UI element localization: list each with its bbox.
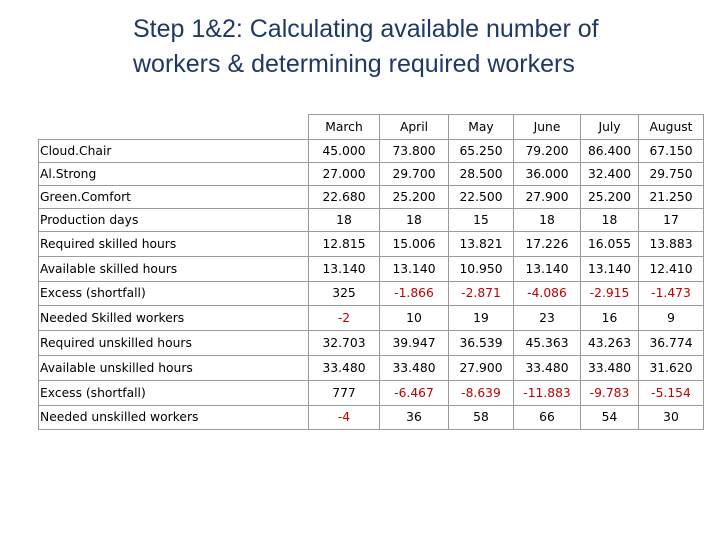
table-row xyxy=(39,331,704,356)
table-cell: 45.363 xyxy=(514,331,581,356)
workers-table xyxy=(38,114,704,430)
row-label: Excess (shortfall) xyxy=(39,281,309,306)
page-title xyxy=(133,12,599,82)
table-cell: 16.055 xyxy=(581,232,639,257)
row-label: Green.Comfort xyxy=(39,186,309,209)
table-cell: 33.480 xyxy=(309,355,380,380)
row-label: Available unskilled hours xyxy=(39,355,309,380)
table-cell-negative: -1.866 xyxy=(380,281,449,306)
table-cell: 12.410 xyxy=(639,256,704,281)
table-cell: 32.703 xyxy=(309,331,380,356)
table-cell: 67.150 xyxy=(639,140,704,163)
table-cell-negative: -6.467 xyxy=(380,380,449,405)
table-cell: 28.500 xyxy=(449,163,514,186)
table-cell: 22.680 xyxy=(309,186,380,209)
table-cell: 58 xyxy=(449,405,514,430)
table-cell: 86.400 xyxy=(581,140,639,163)
table-cell: 30 xyxy=(639,405,704,430)
row-label: Excess (shortfall) xyxy=(39,380,309,405)
row-label: Al.Strong xyxy=(39,163,309,186)
table-cell: 17 xyxy=(639,209,704,232)
table-cell: 10 xyxy=(380,306,449,331)
table-cell-negative: -2 xyxy=(309,306,380,331)
table-cell: 16 xyxy=(581,306,639,331)
title-line-2: workers & determining required workers xyxy=(133,50,575,78)
table-row xyxy=(39,163,704,186)
table-cell: 33.480 xyxy=(581,355,639,380)
table-cell: 25.200 xyxy=(380,186,449,209)
table-cell: 18 xyxy=(380,209,449,232)
table-cell: 45.000 xyxy=(309,140,380,163)
table-cell: 22.500 xyxy=(449,186,514,209)
table-cell-negative: -8.639 xyxy=(449,380,514,405)
table-cell: 25.200 xyxy=(581,186,639,209)
table-cell: 10.950 xyxy=(449,256,514,281)
table-cell-negative: -2.871 xyxy=(449,281,514,306)
table-cell: 15 xyxy=(449,209,514,232)
table-cell: 66 xyxy=(514,405,581,430)
table-cell: 54 xyxy=(581,405,639,430)
table-cell-negative: -9.783 xyxy=(581,380,639,405)
table-cell: 18 xyxy=(514,209,581,232)
table-row xyxy=(39,306,704,331)
table-cell: 12.815 xyxy=(309,232,380,257)
table-cell-negative: -4 xyxy=(309,405,380,430)
table-cell: 19 xyxy=(449,306,514,331)
table-cell: 13.140 xyxy=(309,256,380,281)
table-row xyxy=(39,186,704,209)
table-cell: 36 xyxy=(380,405,449,430)
table-row xyxy=(39,281,704,306)
column-header: March xyxy=(309,115,380,140)
table-cell: 13.821 xyxy=(449,232,514,257)
table-cell: 9 xyxy=(639,306,704,331)
table-row xyxy=(39,209,704,232)
corner-cell xyxy=(39,115,309,140)
table-cell: 32.400 xyxy=(581,163,639,186)
row-label: Required skilled hours xyxy=(39,232,309,257)
table-cell: 27.900 xyxy=(514,186,581,209)
table-row xyxy=(39,232,704,257)
table-cell-negative: -2.915 xyxy=(581,281,639,306)
row-label: Required unskilled hours xyxy=(39,331,309,356)
table-cell: 65.250 xyxy=(449,140,514,163)
table-cell: 21.250 xyxy=(639,186,704,209)
table-cell: 27.900 xyxy=(449,355,514,380)
table-row xyxy=(39,405,704,430)
table-cell: 36.000 xyxy=(514,163,581,186)
table-row xyxy=(39,140,704,163)
table-cell: 31.620 xyxy=(639,355,704,380)
table-cell-negative: -11.883 xyxy=(514,380,581,405)
row-label: Production days xyxy=(39,209,309,232)
column-header: August xyxy=(639,115,704,140)
table-cell: 39.947 xyxy=(380,331,449,356)
table-cell-negative: -4.086 xyxy=(514,281,581,306)
title-line-1: Step 1&2: Calculating available number of xyxy=(133,15,599,43)
table-cell-negative: -1.473 xyxy=(639,281,704,306)
table-cell: 13.883 xyxy=(639,232,704,257)
table-cell: 36.774 xyxy=(639,331,704,356)
column-header: April xyxy=(380,115,449,140)
table-cell: 13.140 xyxy=(380,256,449,281)
row-label: Available skilled hours xyxy=(39,256,309,281)
table-cell: 33.480 xyxy=(380,355,449,380)
table-cell: 36.539 xyxy=(449,331,514,356)
column-header: July xyxy=(581,115,639,140)
table-header-row xyxy=(39,115,704,140)
table-row xyxy=(39,256,704,281)
table-cell: 18 xyxy=(309,209,380,232)
table-cell-negative: -5.154 xyxy=(639,380,704,405)
column-header: June xyxy=(514,115,581,140)
row-label: Needed Skilled workers xyxy=(39,306,309,331)
table-cell: 15.006 xyxy=(380,232,449,257)
table-row xyxy=(39,355,704,380)
table-cell: 79.200 xyxy=(514,140,581,163)
table-row xyxy=(39,380,704,405)
table-cell: 23 xyxy=(514,306,581,331)
table-cell: 29.750 xyxy=(639,163,704,186)
table-cell: 43.263 xyxy=(581,331,639,356)
table-cell: 17.226 xyxy=(514,232,581,257)
row-label: Needed unskilled workers xyxy=(39,405,309,430)
column-header: May xyxy=(449,115,514,140)
table-cell: 13.140 xyxy=(514,256,581,281)
table-cell: 27.000 xyxy=(309,163,380,186)
table-cell: 325 xyxy=(309,281,380,306)
table-cell: 33.480 xyxy=(514,355,581,380)
table-cell: 777 xyxy=(309,380,380,405)
table-cell: 73.800 xyxy=(380,140,449,163)
table-cell: 18 xyxy=(581,209,639,232)
table-cell: 29.700 xyxy=(380,163,449,186)
table-cell: 13.140 xyxy=(581,256,639,281)
row-label: Cloud.Chair xyxy=(39,140,309,163)
